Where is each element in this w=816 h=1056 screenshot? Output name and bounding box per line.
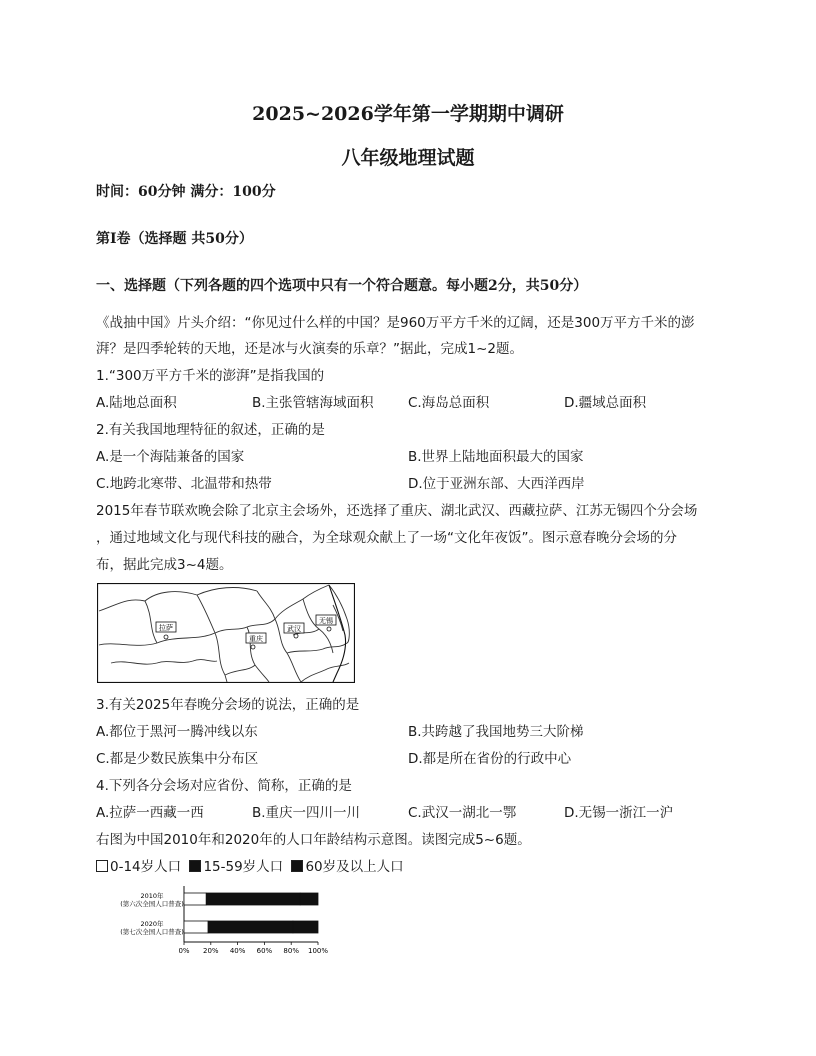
category-label-year-0: 2010年 — [140, 892, 164, 900]
question-3-stem: 3.有关2025年春晚分会场的说法，正确的是 — [96, 697, 360, 713]
question-2-option-b: B.世界上陆地面积最大的国家 — [408, 449, 584, 465]
question-1-option-d: D.疆域总面积 — [564, 395, 647, 411]
question-1-stem: 1.“300万平方千米的澎湃”是指我国的 — [96, 368, 325, 384]
x-tick-label-5: 100% — [307, 947, 329, 955]
section-heading: 一、选择题（下列各题的四个选项中只有一个符合题意。每小题2分，共50分） — [96, 278, 588, 294]
question-4-option-c: C.武汉一湖北一鄂 — [408, 805, 517, 821]
legend-label-15-59: 15-59岁人口 — [203, 859, 284, 875]
question-4-option-d: D.无锡一浙江一沪 — [564, 805, 674, 821]
map-label-lhasa: 拉萨 — [159, 624, 173, 632]
x-tick-label-2: 40% — [229, 947, 246, 955]
part-heading: 第Ⅰ卷（选择题 共50分） — [96, 231, 253, 247]
question-4-stem: 4.下列各分会场对应省份、简称，正确的是 — [96, 778, 352, 794]
venue-map — [97, 583, 355, 683]
question-3-option-a: A.都位于黑河一腾冲线以东 — [96, 724, 258, 740]
population-chart — [90, 882, 340, 956]
chart-legend — [96, 855, 404, 875]
legend-swatch-60-plus — [291, 860, 303, 872]
legend-label-60-plus: 60岁及以上人口 — [305, 859, 404, 875]
legend-swatch-15-59 — [189, 860, 201, 872]
category-label-census-1: (第七次全国人口普查) — [120, 928, 184, 936]
map-frame — [98, 584, 355, 683]
category-label-year-1: 2020年 — [140, 920, 164, 928]
passage-3: 右图为中国2010年和2020年的人口年龄结构示意图。读图完成5~6题。 — [96, 832, 531, 848]
x-tick-label-0: 0% — [178, 947, 190, 955]
map-label-wuhan: 武汉 — [287, 625, 301, 633]
question-2-stem: 2.有关我国地理特征的叙述，正确的是 — [96, 422, 325, 438]
passage-1-line-1: 《战抽中国》片头介绍：“你见过什么样的中国？是960万平方千米的辽阔，还是300万平方千米的澎 — [96, 315, 695, 331]
question-1-option-c: C.海岛总面积 — [408, 395, 490, 411]
bar-0-series-0 — [184, 893, 206, 905]
passage-2-line-3: 布，据此完成3~4题。 — [96, 557, 233, 573]
exam-info: 时间：60分钟 满分：100分 — [96, 184, 276, 200]
question-4-option-b: B.重庆一四川一川 — [252, 805, 361, 821]
map-label-wuxi: 无锡 — [319, 617, 333, 625]
bar-1-series-0 — [184, 921, 208, 933]
question-3-option-b: B.共跨越了我国地势三大阶梯 — [408, 724, 584, 740]
x-tick-label-3: 60% — [256, 947, 273, 955]
passage-2-line-2: ，通过地域文化与现代科技的融合，为全球观众献上了一场“文化年夜饭”。图示意春晚分会场的分 — [96, 530, 677, 546]
question-2-option-d: D.位于亚洲东部、大西洋西岸 — [408, 476, 585, 492]
exam-title: 2025~2026学年第一学期期中调研 — [252, 103, 564, 125]
map-label-chongqing: 重庆 — [249, 635, 263, 643]
legend-label-0-14: 0-14岁人口 — [110, 859, 182, 875]
exam-subtitle: 八年级地理试题 — [341, 147, 475, 169]
bar-1-series-2 — [293, 921, 318, 933]
bar-0-series-2 — [300, 893, 318, 905]
question-4-option-a: A.拉萨一西藏一西 — [96, 805, 204, 821]
question-1-option-b: B.主张管辖海域面积 — [252, 395, 374, 411]
legend-swatch-0-14 — [96, 860, 108, 872]
question-3-option-d: D.都是所在省份的行政中心 — [408, 751, 572, 767]
question-3-option-c: C.都是少数民族集中分布区 — [96, 751, 259, 767]
passage-1-line-2: 湃？是四季轮转的天地，还是冰与火演奏的乐章？”据此，完成1~2题。 — [96, 341, 523, 357]
x-tick-label-4: 80% — [283, 947, 299, 955]
category-label-census-0: (第六次全国人口普查) — [120, 900, 184, 908]
question-1-option-a: A.陆地总面积 — [96, 395, 177, 411]
passage-2-line-1: 2015年春节联欢晚会除了北京主会场外，还选择了重庆、湖北武汉、西藏拉萨、江苏无锡四个分会场 — [96, 503, 698, 519]
question-2-option-c: C.地跨北寒带、北温带和热带 — [96, 476, 272, 492]
question-2-option-a: A.是一个海陆兼备的国家 — [96, 449, 245, 465]
x-tick-label-1: 20% — [203, 947, 219, 955]
bar-0-series-1 — [206, 893, 300, 905]
bar-1-series-1 — [208, 921, 293, 933]
